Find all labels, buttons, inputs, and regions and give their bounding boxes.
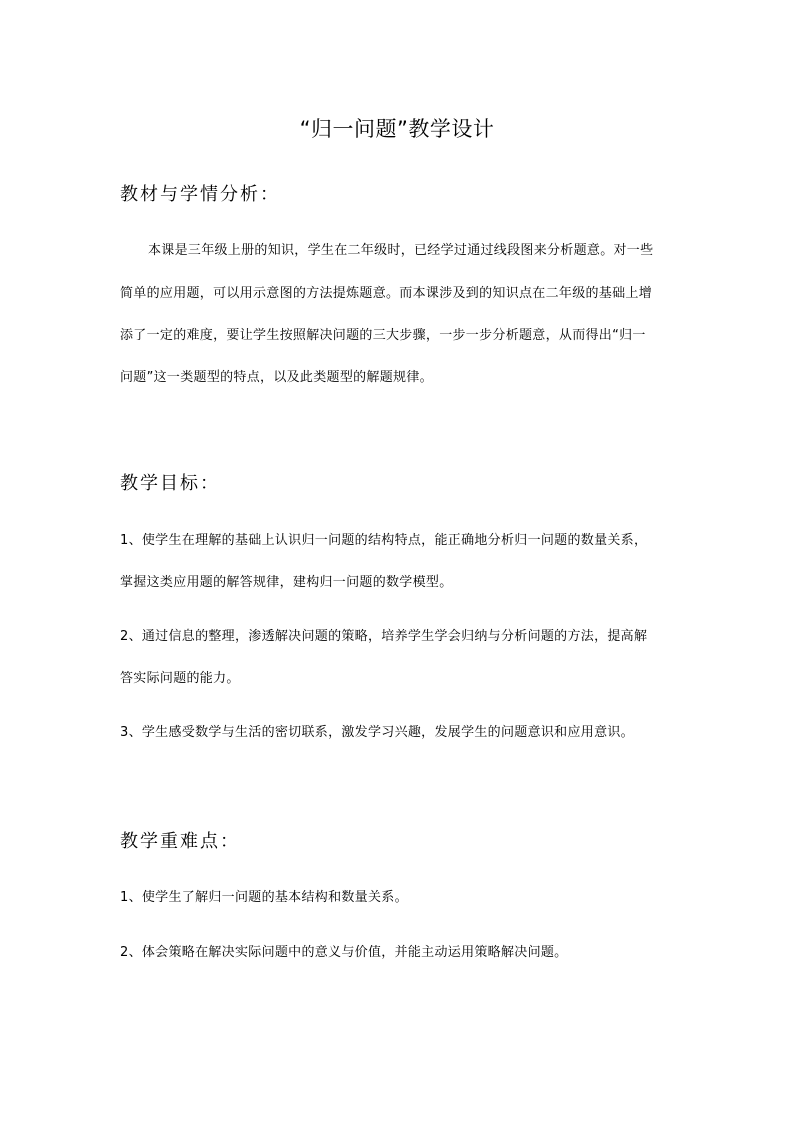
- section-heading-goals: 教学目标：: [120, 473, 220, 494]
- section-heading-analysis: 教材与学情分析：: [120, 184, 280, 205]
- goal-line: 答实际问题的能力。: [120, 671, 240, 686]
- key-point-line: 1、使学生了解归一问题的基本结构和数量关系。: [120, 890, 408, 905]
- document-title: “归一问题”教学设计: [299, 117, 495, 141]
- key-point-line: 2、体会策略在解决实际问题中的意义与价值，并能主动运用策略解决问题。: [120, 945, 568, 960]
- section-heading-key-points: 教学重难点：: [120, 831, 240, 852]
- goal-line: 3、学生感受数学与生活的密切联系，激发学习兴趣，发展学生的问题意识和应用意识。: [120, 725, 634, 740]
- paragraph-line: 本课是三年级上册的知识，学生在二年级时，已经学过通过线段图来分析题意。对一些: [148, 243, 654, 258]
- goal-line: 2、通过信息的整理，渗透解决问题的策略，培养学生学会归纳与分析问题的方法，提高解: [120, 629, 648, 644]
- paragraph-line: 问题”这一类题型的特点，以及此类题型的解题规律。: [120, 370, 433, 385]
- paragraph-line: 简单的应用题，可以用示意图的方法提炼题意。而本课涉及到的知识点在二年级的基础上增: [120, 286, 653, 301]
- goal-line: 掌握这类应用题的解答规律，建构归一问题的数学模型。: [120, 575, 453, 590]
- goal-line: 1、使学生在理解的基础上认识归一问题的结构特点，能正确地分析归一问题的数量关系，: [120, 533, 648, 548]
- paragraph-line: 添了一定的难度，要让学生按照解决问题的三大步骤，一步一步分析题意，从而得出“归一: [120, 328, 646, 343]
